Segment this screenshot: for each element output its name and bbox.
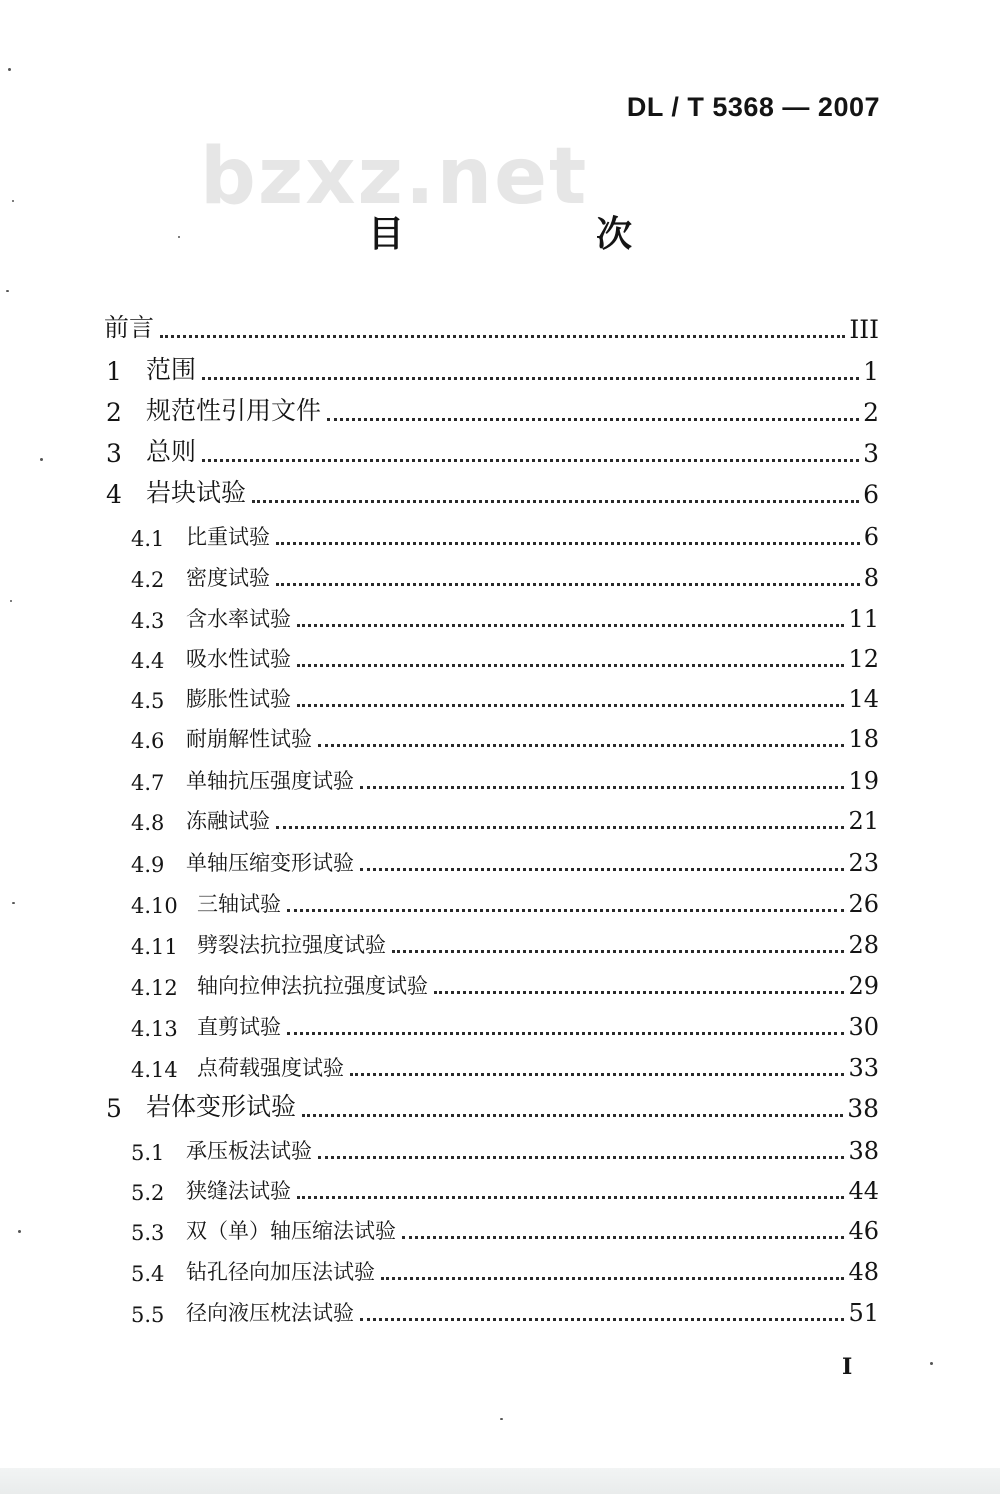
toc-entry-label: 轴向拉伸法抗拉强度试验 [197,974,428,998]
toc-entry[interactable] [0,803,1000,839]
toc-entry-label: 范围 [146,355,197,384]
toc-entry-label: 点荷载强度试验 [197,1056,344,1080]
scan-speck [12,902,15,904]
toc-entry[interactable] [0,1254,1000,1290]
toc-entry-label: 密度试验 [186,566,270,590]
toc-leader-dots [360,1318,844,1321]
toc-entry-page: 48 [848,1258,879,1286]
toc-entry-label: 岩块试验 [146,478,247,507]
toc-entry-number: 4.8 [131,811,165,835]
toc-leader-dots [202,377,859,380]
scan-speck [10,600,12,602]
toc-entry-number: 4.14 [131,1058,178,1082]
scan-speck [12,200,14,202]
toc-leader-dots [287,1032,844,1035]
toc-entry[interactable] [0,763,1000,799]
toc-entry[interactable] [0,1213,1000,1249]
toc-leader-dots [318,1156,844,1159]
toc-entry[interactable] [0,927,1000,963]
toc-entry-label: 径向液压枕法试验 [186,1301,354,1325]
toc-entry-page: 26 [848,890,879,918]
toc-entry-number: 4.12 [131,976,178,1000]
toc-entry[interactable] [0,641,1000,677]
toc-entry-page: 21 [848,807,879,835]
toc-entry-label: 岩体变形试验 [146,1092,297,1121]
toc-entry-label: 劈裂法抗拉强度试验 [197,933,386,957]
toc-leader-dots [297,704,844,707]
toc-entry[interactable] [0,721,1000,757]
toc-entry-number: 3 [106,439,122,468]
toc-entry-label: 冻融试验 [186,809,270,833]
toc-entry[interactable] [0,436,1000,472]
toc-entry[interactable] [0,1091,1000,1127]
toc-entry-number: 5.3 [131,1221,165,1245]
toc-entry-number: 4.3 [131,609,165,633]
toc-entry-number: 1 [106,357,122,386]
toc-entry-number: 4.5 [131,689,165,713]
toc-entry-page: 19 [848,767,879,795]
toc-title: 目 次 [367,213,710,255]
toc-entry-page: 44 [848,1177,879,1205]
toc-entry-number: 4.2 [131,568,165,592]
toc-entry-number: 4.6 [131,729,165,753]
toc-entry[interactable] [0,1173,1000,1209]
toc-entry-number: 5.1 [131,1141,165,1165]
toc-entry-number: 2 [106,398,122,427]
toc-entry-label: 单轴压缩变形试验 [186,851,354,875]
toc-leader-dots [297,664,844,667]
toc-entry-number: 4.11 [131,935,178,959]
toc-entry-page: 3 [863,439,879,468]
toc-entry[interactable] [0,477,1000,513]
toc-entry-page: 8 [863,564,879,592]
toc-entry-number: 4.9 [131,853,165,877]
page-folio: I [842,1354,853,1380]
toc-entry-number: 4 [106,480,122,509]
toc-entry[interactable] [0,601,1000,637]
toc-entry-number: 4.1 [131,527,165,551]
toc-entry[interactable] [0,1050,1000,1086]
toc-entry[interactable] [0,312,1000,348]
toc-leader-dots [327,418,859,421]
toc-entry[interactable] [0,395,1000,431]
toc-entry-label: 承压板法试验 [186,1139,312,1163]
toc-entry-number: 4.13 [131,1017,178,1041]
scan-speck [178,236,180,238]
toc-entry-label: 狭缝法试验 [186,1179,291,1203]
toc-entry-number: 5.5 [131,1303,165,1327]
toc-entry-label: 三轴试验 [197,892,281,916]
toc-entry-label: 膨胀性试验 [186,687,291,711]
toc-entry-page: 33 [848,1054,879,1082]
toc-leader-dots [302,1114,843,1117]
toc-entry-page: 12 [848,645,879,673]
toc-entry-page: 2 [863,398,879,427]
scan-speck [18,1230,21,1233]
toc-leader-dots [297,624,844,627]
document-code: DL / T 5368 — 2007 [626,92,880,122]
toc-entry[interactable] [0,560,1000,596]
toc-leader-dots [160,335,845,338]
toc-entry-page: 46 [848,1217,879,1245]
toc-leader-dots [276,826,844,829]
toc-leader-dots [402,1236,844,1239]
toc-leader-dots [276,583,860,586]
toc-entry-page: III [849,315,879,344]
toc-entry-page: 38 [847,1094,879,1123]
toc-entry[interactable] [0,1295,1000,1331]
toc-entry[interactable] [0,886,1000,922]
toc-entry-number: 5.4 [131,1262,165,1286]
toc-entry-page: 23 [848,849,879,877]
toc-entry-label: 前言 [104,313,155,342]
toc-entry-number: 5.2 [131,1181,165,1205]
toc-entry[interactable] [0,1009,1000,1045]
toc-entry-label: 比重试验 [186,525,270,549]
toc-entry-page: 11 [848,605,879,633]
toc-entry-label: 规范性引用文件 [146,396,322,425]
toc-entry-page: 6 [863,480,879,509]
toc-entry-label: 吸水性试验 [186,647,291,671]
toc-entry[interactable] [0,519,1000,555]
toc-entry-page: 51 [848,1299,879,1327]
toc-entry-page: 18 [848,725,879,753]
toc-entry-label: 总则 [146,437,197,466]
toc-leader-dots [360,868,844,871]
toc-entry[interactable] [0,1133,1000,1169]
toc-leader-dots [297,1196,844,1199]
toc-entry-page: 38 [848,1137,879,1165]
scan-speck [40,458,43,461]
toc-entry-label: 双（单）轴压缩法试验 [186,1219,396,1243]
toc-entry-page: 14 [848,685,879,713]
scan-speck [8,68,11,71]
toc-entry[interactable] [0,968,1000,1004]
toc-leader-dots [434,991,844,994]
toc-leader-dots [318,744,844,747]
toc-entry-label: 单轴抗压强度试验 [186,769,354,793]
toc-entry-label: 耐崩解性试验 [186,727,312,751]
toc-leader-dots [360,786,844,789]
watermark: bzxz.net [200,132,589,222]
toc-entry-number: 5 [106,1094,122,1123]
toc-leader-dots [381,1277,844,1280]
toc-leader-dots [287,909,844,912]
scan-speck [500,1418,503,1420]
toc-leader-dots [350,1073,844,1076]
toc-entry-number: 4.10 [131,894,178,918]
toc-leader-dots [252,500,859,503]
toc-entry[interactable] [0,354,1000,390]
toc-entry-page: 1 [863,357,879,386]
toc-entry-page: 30 [848,1013,879,1041]
toc-entry-page: 29 [848,972,879,1000]
toc-entry-page: 28 [848,931,879,959]
toc-entry-page: 6 [863,523,879,551]
toc-entry-number: 4.7 [131,771,165,795]
toc-entry-label: 直剪试验 [197,1015,281,1039]
scan-speck [6,290,9,292]
toc-entry-label: 含水率试验 [186,607,291,631]
toc-entry[interactable] [0,845,1000,881]
toc-entry-number: 4.4 [131,649,165,673]
scan-speck [930,1362,933,1365]
scan-footer-band [0,1468,1000,1494]
toc-leader-dots [392,950,844,953]
toc-leader-dots [202,459,859,462]
toc-entry-label: 钻孔径向加压法试验 [186,1260,375,1284]
toc-entry[interactable] [0,681,1000,717]
toc-leader-dots [276,542,860,545]
